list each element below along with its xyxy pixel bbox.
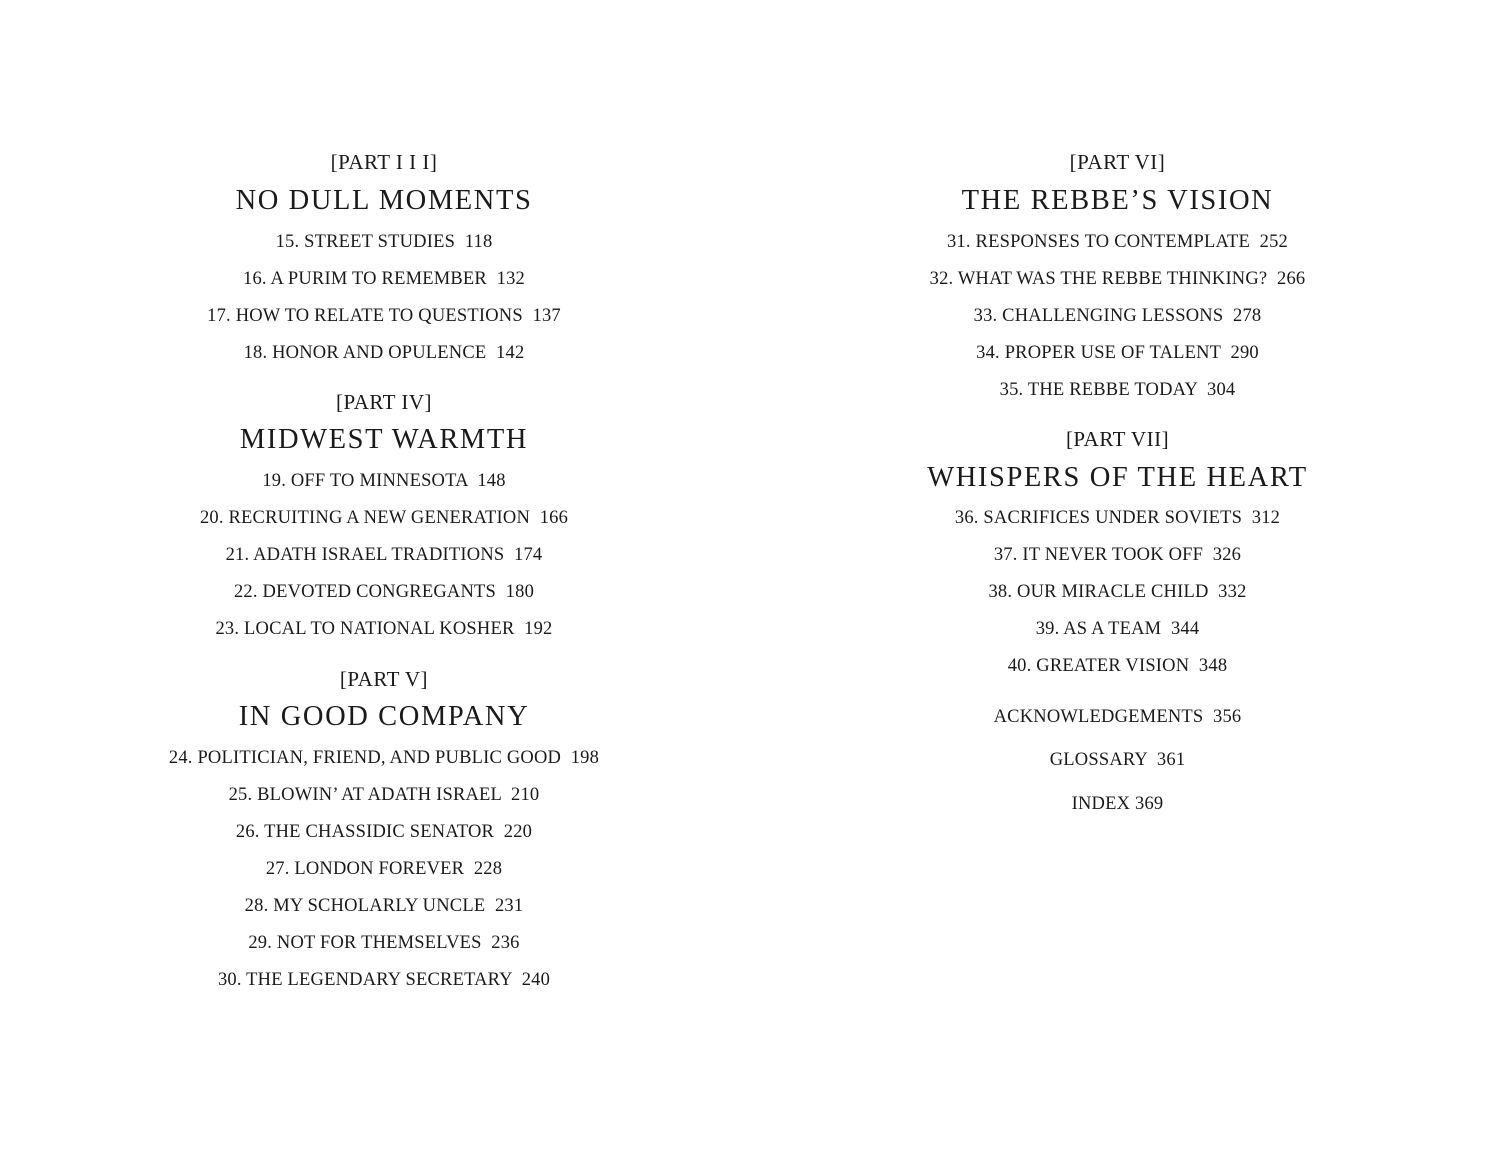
toc-entry[interactable]: 21. ADATH ISRAEL TRADITIONS 174 (225, 545, 543, 565)
toc-entry[interactable]: 24. POLITICIAN, FRIEND, AND PUBLIC GOOD 198 (168, 748, 600, 768)
toc-entry[interactable]: 36. SACRIFICES UNDER SOVIETS 312 (954, 508, 1281, 528)
part-label: [PART V] (339, 667, 429, 691)
toc-entry[interactable]: 26. THE CHASSIDIC SENATOR 220 (235, 822, 533, 842)
toc-entry[interactable]: 39. AS A TEAM 344 (1035, 619, 1200, 639)
toc-entry[interactable]: 37. IT NEVER TOOK OFF 326 (993, 545, 1242, 565)
part-label: [PART VI] (1069, 150, 1166, 174)
toc-entry[interactable]: 18. HONOR AND OPULENCE 142 (243, 343, 525, 363)
part-label: [PART IV] (335, 390, 432, 414)
toc-entry[interactable]: 40. GREATER VISION 348 (1007, 656, 1228, 676)
toc-entry[interactable]: 34. PROPER USE OF TALENT 290 (976, 343, 1259, 363)
toc-entry[interactable]: 17. HOW TO RELATE TO QUESTIONS 137 (207, 306, 561, 326)
toc-entry[interactable]: 23. LOCAL TO NATIONAL KOSHER 192 (215, 619, 553, 639)
toc-entry[interactable]: 20. RECRUITING A NEW GENERATION 166 (199, 508, 569, 528)
toc-entry[interactable]: 25. BLOWIN’ AT ADATH ISRAEL 210 (228, 785, 540, 805)
part-title: WHISPERS OF THE HEART (927, 462, 1308, 493)
toc-entry[interactable]: 30. THE LEGENDARY SECRETARY 240 (217, 970, 551, 990)
toc-entry[interactable]: 31. RESPONSES TO CONTEMPLATE 252 (946, 232, 1289, 252)
toc-entry[interactable]: 29. NOT FOR THEMSELVES 236 (248, 933, 520, 953)
toc-entry[interactable]: 16. A PURIM TO REMEMBER 132 (243, 269, 525, 289)
toc-entry[interactable]: 15. STREET STUDIES 118 (275, 232, 493, 252)
part-title: NO DULL MOMENTS (235, 185, 533, 216)
back-matter-entry[interactable]: GLOSSARY 361 (1049, 750, 1186, 770)
back-matter-entry[interactable]: INDEX 369 (1071, 794, 1164, 814)
part-title: THE REBBE’S VISION (961, 185, 1274, 216)
toc-entry[interactable]: 19. OFF TO MINNESOTA 148 (262, 471, 506, 491)
back-matter-entry[interactable]: ACKNOWLEDGEMENTS 356 (993, 707, 1242, 727)
toc-entry[interactable]: 28. MY SCHOLARLY UNCLE 231 (244, 896, 524, 916)
toc-entry[interactable]: 35. THE REBBE TODAY 304 (999, 380, 1236, 400)
part-title: MIDWEST WARMTH (239, 424, 529, 455)
toc-entry[interactable]: 22. DEVOTED CONGREGANTS 180 (233, 582, 535, 602)
part-label: [PART VII] (1065, 427, 1170, 451)
toc-entry[interactable]: 27. LONDON FOREVER 228 (265, 859, 503, 879)
toc-entry[interactable]: 32. WHAT WAS THE REBBE THINKING? 266 (929, 269, 1306, 289)
part-label: [PART I I I] (330, 150, 438, 174)
toc-entry[interactable]: 33. CHALLENGING LESSONS 278 (973, 306, 1262, 326)
toc-entry[interactable]: 38. OUR MIRACLE CHILD 332 (988, 582, 1247, 602)
part-title: IN GOOD COMPANY (238, 701, 530, 732)
